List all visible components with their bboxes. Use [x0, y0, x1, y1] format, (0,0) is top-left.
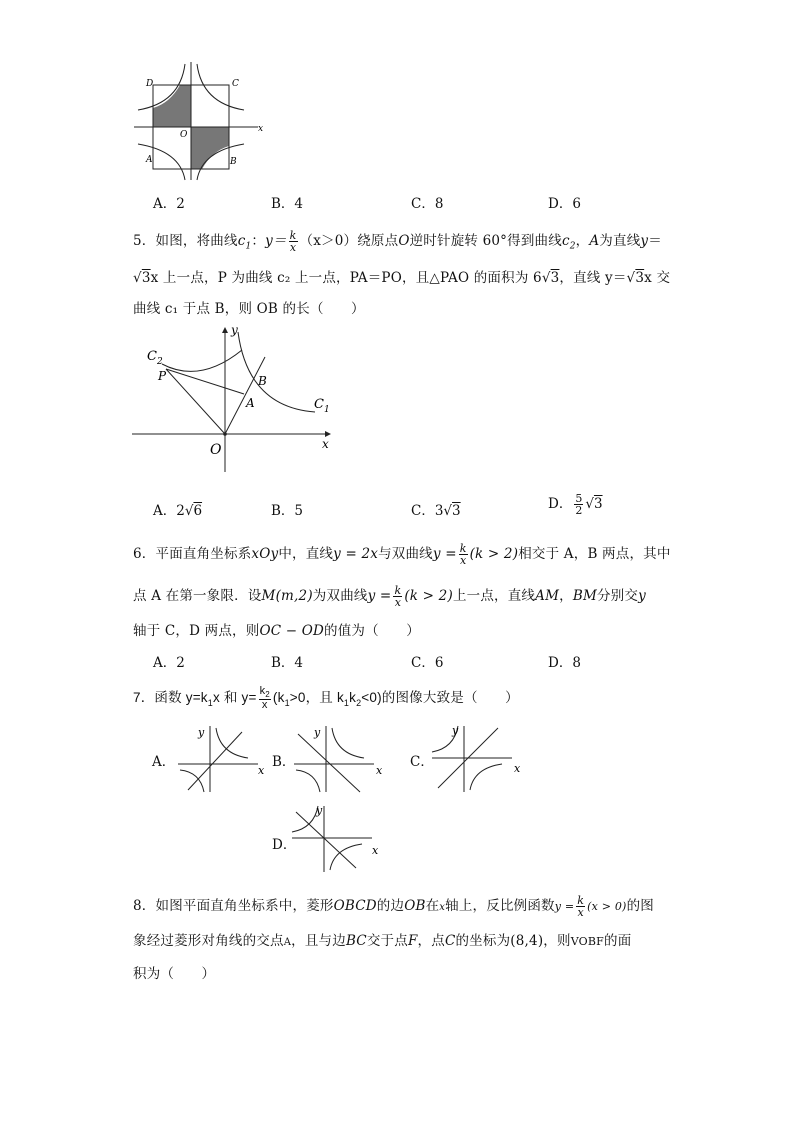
q5-fig-label-c1: C: [314, 397, 324, 412]
q5-option-d: D． $\frac{5}{2}$ √3: [548, 492, 603, 517]
q7a-y: y: [198, 726, 205, 739]
q5-option-c: C．3√3: [411, 503, 461, 519]
fig4-label-A: A: [146, 155, 153, 165]
q7-graph-a: [176, 722, 268, 794]
q6-line-2: 点 A 在第一象限．设M(m,2)为双曲线y = $\frac{k}{x}$ (k > 2)上一点，直线AM，BM分别交y: [133, 584, 646, 609]
q4-option-b: B．4: [271, 196, 304, 212]
q7a-x: x: [258, 764, 265, 777]
q4-option-d: D．6: [548, 196, 581, 212]
q6-option-d: D．8: [548, 655, 581, 671]
q5-fig-label-x: x: [322, 437, 329, 451]
q7-graph-b: [292, 722, 388, 794]
q5-option-b: B．5: [271, 503, 304, 519]
q7c-x: x: [514, 762, 521, 775]
q5-fig-label-a: A: [246, 396, 255, 410]
q7-graph-c: [430, 722, 526, 794]
q5-fig-label-c1-sub: 1: [324, 405, 330, 415]
q8-line-3: 积为（ ）: [133, 966, 216, 982]
q7d-y: y: [316, 804, 323, 817]
q5-line-2: √3x 上一点，P 为曲线 c₂ 上一点，PA＝PO，且△PAO 的面积为 6√3，直线 y＝√3x 交: [133, 270, 671, 286]
q5-option-a: A．2√6: [153, 503, 203, 519]
q7-option-d-label: D．: [272, 837, 297, 853]
q7-stem: 7．函数 $y=k_1x$ 和 y= $\frac{k_2}{x}$ ($k_1>0$，且 $k_1k_2<0$)的图像大致是（ ）: [133, 685, 519, 712]
q6-option-c: C．6: [411, 655, 444, 671]
q7b-y: y: [314, 726, 321, 739]
q7-option-c-label: C．: [410, 754, 434, 770]
q6-line-1: 6．平面直角坐标系xOy中，直线y = 2x与双曲线y = $\frac{k}{x}$ (k > 2)相交于 A，B 两点，其中: [133, 542, 671, 567]
q5-fig-label-y: y: [231, 323, 238, 337]
fig4-label-C: C: [232, 79, 239, 89]
fig4-label-O: O: [180, 130, 188, 140]
q4-option-c: C．8: [411, 196, 444, 212]
q4-option-a: A．2: [153, 196, 185, 212]
q7-graph-d: [290, 802, 386, 874]
q5-figure: [130, 322, 340, 477]
q4-figure: [130, 58, 270, 184]
q5-fig-label-b: B: [258, 374, 267, 388]
q7d-x: x: [372, 844, 379, 857]
q5-fig-label-o: O: [210, 442, 222, 458]
fig4-label-B: B: [230, 157, 237, 167]
q8-line-2: 象经过菱形对角线的交点A，且与边BC交于点F，点C的坐标为(8,4)，则VOBF的面: [133, 933, 632, 949]
q7-option-a-label: A．: [152, 754, 176, 770]
q5-fig-label-c2-sub: 2: [157, 357, 163, 367]
q8-line-1: 8．如图平面直角坐标系中，菱形OBCD的边OB在x轴上，反比例函数y = $\frac{k}{x}$ (x > 0)的图: [133, 894, 654, 919]
q7-option-b-label: B．: [272, 754, 296, 770]
q5-fig-label-c2: C: [147, 349, 157, 364]
fig4-label-D: D: [146, 79, 154, 89]
q6-option-a: A．2: [153, 655, 185, 671]
fig4-label-x: x: [258, 124, 264, 134]
q5-fig-label-p: P: [158, 369, 167, 383]
q7b-x: x: [376, 764, 383, 777]
q6-line-3: 轴于 C，D 两点，则OC − OD的值为（ ）: [133, 623, 420, 639]
q5-line-3: 曲线 c₁ 于点 B，则 OB 的长（ ）: [133, 301, 365, 317]
q5-line-1: 5．如图，将曲线$c_1$：y＝ $\frac{k}{x}$ （x＞0）绕原点O逆时针旋转 60°得到曲线$c_2$，A为直线y＝: [133, 229, 662, 254]
q7c-y: y: [452, 724, 459, 737]
q6-option-b: B．4: [271, 655, 304, 671]
